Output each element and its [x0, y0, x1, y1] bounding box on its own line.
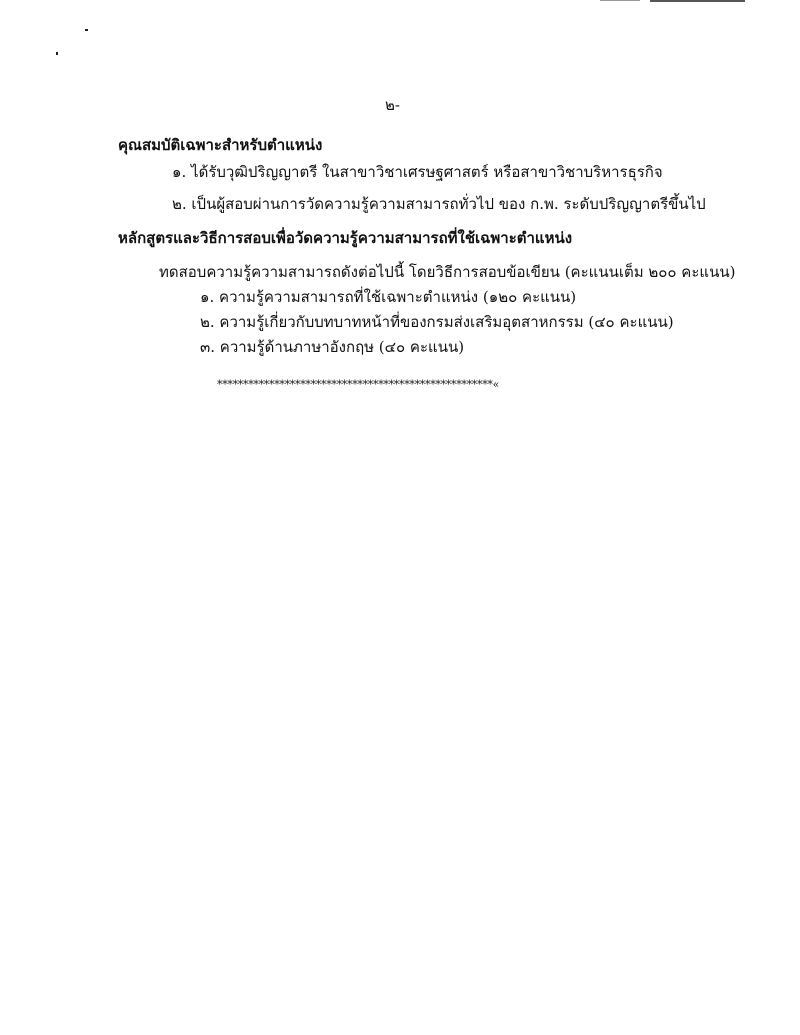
- exam-item: ๑. ความรู้ความสามารถที่ใช้เฉพาะตำแหน่ง (๑๒๐ คะแนน): [200, 288, 577, 306]
- scan-mark: [650, 0, 745, 2]
- exam-item: ๓. ความรู้ด้านภาษาอังกฤษ (๔๐ คะแนน): [200, 338, 465, 356]
- scan-mark: [600, 0, 640, 1]
- qualification-item: ๑. ได้รับวุฒิปริญญาตรี ในสาขาวิชาเศรษฐศาสตร์ หรือสาขาวิชาบริหารธุรกิจ: [172, 163, 663, 181]
- scan-speck: [85, 29, 88, 31]
- end-marker: *****************************************************«: [217, 378, 500, 391]
- page-number: ๒-: [385, 96, 400, 114]
- section-heading-qualifications: คุณสมบัติเฉพาะสำหรับตำแหน่ง: [118, 136, 323, 154]
- section-heading-exam: หลักสูตรและวิธีการสอบเพื่อวัดความรู้ความสามารถที่ใช้เฉพาะตำแหน่ง: [118, 229, 573, 247]
- exam-intro: ทดสอบความรู้ความสามารถดังต่อไปนี้ โดยวิธีการสอบข้อเขียน (คะแนนเต็ม ๒๐๐ คะแนน): [159, 263, 736, 281]
- exam-item: ๒. ความรู้เกี่ยวกับบทบาทหน้าที่ของกรมส่งเสริมอุตสาหกรรม (๔๐ คะแนน): [200, 313, 674, 331]
- qualification-item: ๒. เป็นผู้สอบผ่านการวัดความรู้ความสามารถทั่วไป ของ ก.พ. ระดับปริญญาตรีขึ้นไป: [172, 195, 706, 213]
- scan-speck: [56, 52, 58, 55]
